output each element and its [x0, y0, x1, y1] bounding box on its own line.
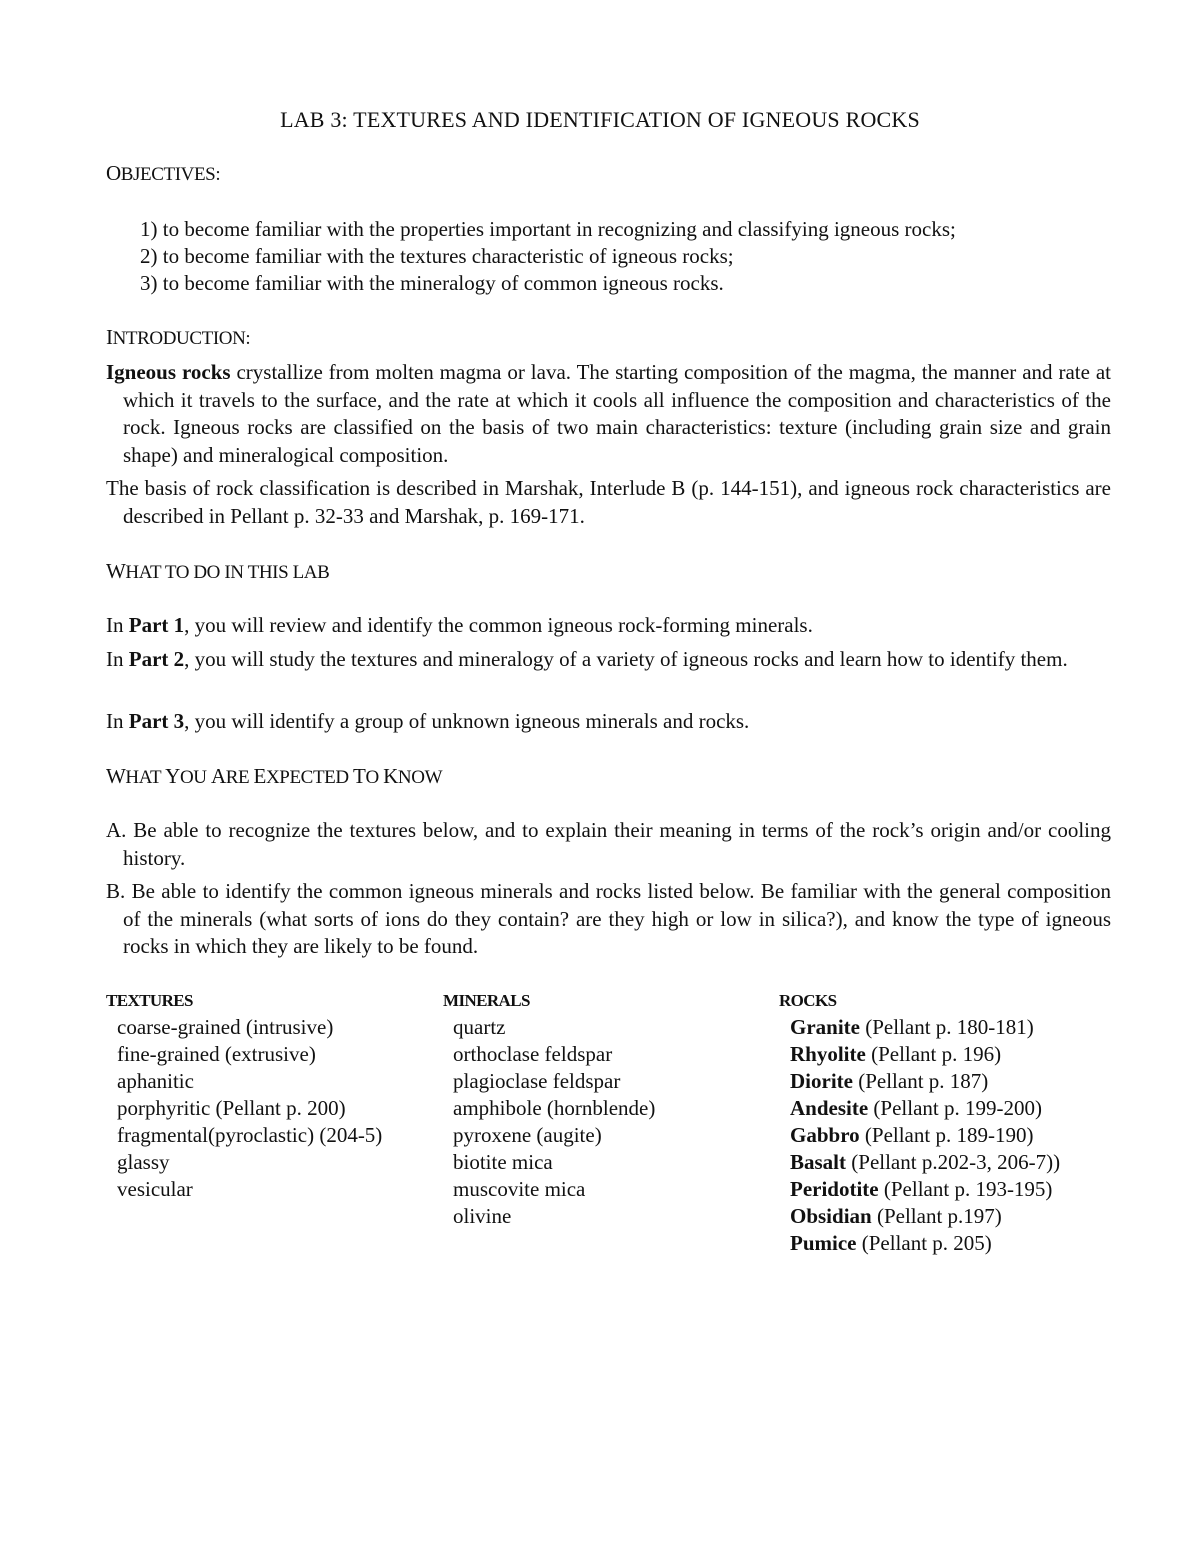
objective-item: 1) to become familiar with the properties important in recognizing and classifying igneous rocks;: [140, 217, 956, 241]
expected-heading-initial: Y: [165, 764, 180, 788]
texture-item: glassy: [117, 1150, 170, 1174]
expected-heading-part: RE: [225, 767, 254, 788]
rock-name: Rhyolite: [790, 1042, 866, 1066]
rock-reference: (Pellant p. 205): [856, 1231, 992, 1255]
expected-heading-initial: T: [353, 764, 366, 788]
texture-item: coarse-grained (intrusive): [117, 1015, 334, 1039]
rock-item: [790, 1203, 1002, 1230]
part-1-description: [106, 612, 1094, 640]
rock-item: [790, 1176, 1052, 1203]
rock-name: Granite: [790, 1015, 860, 1039]
rock-reference: (Pellant p. 196): [865, 1042, 1002, 1066]
mineral-item: amphibole (hornblende): [453, 1096, 656, 1120]
rock-item: [790, 1068, 988, 1095]
rock-reference: (Pellant p. 199-200): [868, 1096, 1042, 1120]
texture-item: vesicular: [117, 1177, 193, 1201]
rock-name: Diorite: [790, 1069, 853, 1093]
rock-item: [790, 1041, 1001, 1068]
objective-item: 2) to become familiar with the textures characteristic of igneous rocks;: [140, 244, 734, 268]
expected-heading-part: NOW: [397, 767, 443, 788]
rock-name: Basalt: [790, 1150, 847, 1174]
what-to-do-heading-initial: W: [106, 559, 126, 583]
expectation-item-b: B. Be able to identify the common igneous minerals and rocks listed below. Be familiar with the general composition of the minerals (what sorts of ions do they contain? are they high or low in silica?), and know the type of igneous rocks in which they are likely to be found.: [106, 879, 1111, 958]
textures-heading: TEXTURES: [106, 991, 193, 1010]
objectives-heading-rest: BJECTIVES:: [120, 164, 221, 185]
objectives-heading-initial: O: [106, 161, 121, 185]
rock-name: Obsidian: [790, 1204, 872, 1228]
mineral-item: pyroxene (augite): [453, 1123, 602, 1147]
part-2-label: Part 2: [128, 647, 185, 671]
expectation-item-a: A. Be able to recognize the textures below, and to explain their meaning in terms of the rock’s origin and/or cooling history.: [106, 818, 1111, 870]
page-title: LAB 3: TEXTURES AND IDENTIFICATION OF IGNEOUS ROCKS: [280, 107, 920, 132]
expected-heading-initial: A: [210, 764, 226, 788]
introduction-paragraph-1: [106, 359, 1111, 469]
mineral-item: olivine: [453, 1204, 512, 1228]
introduction-paragraph-1-text: crystallize from molten magma or lava. The starting composition of the magma, the manner and rate at which it travels to the surface, and the rate at which it cools all influence the composition and characteristics of the rock. Igneous rocks are classified on the basis of two main characteristics: texture (including grain size and grain shape) and mineralogical composition.: [123, 360, 1111, 467]
texture-item: porphyritic (Pellant p. 200): [117, 1096, 346, 1120]
expected-heading: [106, 764, 442, 790]
expected-heading-initial: E: [253, 764, 266, 788]
rock-reference: (Pellant p.197): [871, 1204, 1002, 1228]
objective-item: 3) to become familiar with the mineralogy of common igneous rocks.: [140, 271, 724, 295]
minerals-heading: MINERALS: [443, 991, 530, 1010]
part-2-prefix: In: [106, 647, 129, 671]
rock-reference: (Pellant p. 189-190): [859, 1123, 1034, 1147]
rock-item: [790, 1230, 992, 1257]
texture-item: aphanitic: [117, 1069, 194, 1093]
part-1-prefix: In: [106, 613, 129, 637]
objectives-heading: [106, 161, 220, 187]
rock-name: Pumice: [790, 1231, 857, 1255]
rock-reference: (Pellant p. 187): [852, 1069, 989, 1093]
rock-item: [790, 1014, 1034, 1041]
rock-item: [790, 1122, 1033, 1149]
introduction-heading: [106, 325, 250, 351]
rock-name: Gabbro: [790, 1123, 860, 1147]
introduction-paragraph-2: The basis of rock classification is described in Marshak, Interlude B (p. 144-151), and igneous rock characteristics are described in Pellant p. 32-33 and Marshak, p. 169-171.: [106, 476, 1111, 528]
part-3-prefix: In: [106, 709, 129, 733]
expected-heading-part: XPECTED: [265, 767, 354, 788]
rock-name: Andesite: [790, 1096, 869, 1120]
texture-item: fragmental(pyroclastic) (204-5): [117, 1123, 383, 1147]
part-3-label: Part 3: [128, 709, 185, 733]
mineral-item: plagioclase feldspar: [453, 1069, 621, 1093]
mineral-item: orthoclase feldspar: [453, 1042, 613, 1066]
what-to-do-heading: [106, 559, 329, 585]
expected-heading-part: OU: [179, 767, 211, 788]
expected-heading-part: O: [365, 767, 384, 788]
expected-heading-part: HAT: [125, 767, 166, 788]
part-2-description: [106, 646, 1094, 674]
part-2-text: , you will study the textures and mineralogy of a variety of igneous rocks and learn how to identify them.: [184, 647, 1068, 671]
rock-item: [790, 1095, 1042, 1122]
part-1-text: , you will review and identify the common igneous rock-forming minerals.: [184, 613, 813, 637]
rock-reference: (Pellant p. 193-195): [878, 1177, 1053, 1201]
part-3-text: , you will identify a group of unknown igneous minerals and rocks.: [184, 709, 750, 733]
rock-name: Peridotite: [790, 1177, 879, 1201]
igneous-rocks-term: Igneous rocks: [106, 360, 231, 384]
part-1-label: Part 1: [128, 613, 185, 637]
expected-heading-initial: W: [106, 764, 126, 788]
mineral-item: quartz: [453, 1015, 506, 1039]
texture-item: fine-grained (extrusive): [117, 1042, 316, 1066]
expected-heading-initial: K: [383, 764, 398, 788]
mineral-item: biotite mica: [453, 1150, 553, 1174]
mineral-item: muscovite mica: [453, 1177, 586, 1201]
rock-reference: (Pellant p. 180-181): [859, 1015, 1034, 1039]
introduction-heading-initial: I: [106, 325, 113, 349]
part-3-description: [106, 708, 1094, 736]
what-to-do-heading-rest: HAT TO DO IN THIS LAB: [125, 562, 330, 583]
rock-item: [790, 1149, 1060, 1176]
rocks-heading: ROCKS: [779, 991, 837, 1010]
introduction-heading-rest: NTRODUCTION:: [112, 328, 251, 349]
rock-reference: (Pellant p.202-3, 206-7)): [846, 1150, 1061, 1174]
